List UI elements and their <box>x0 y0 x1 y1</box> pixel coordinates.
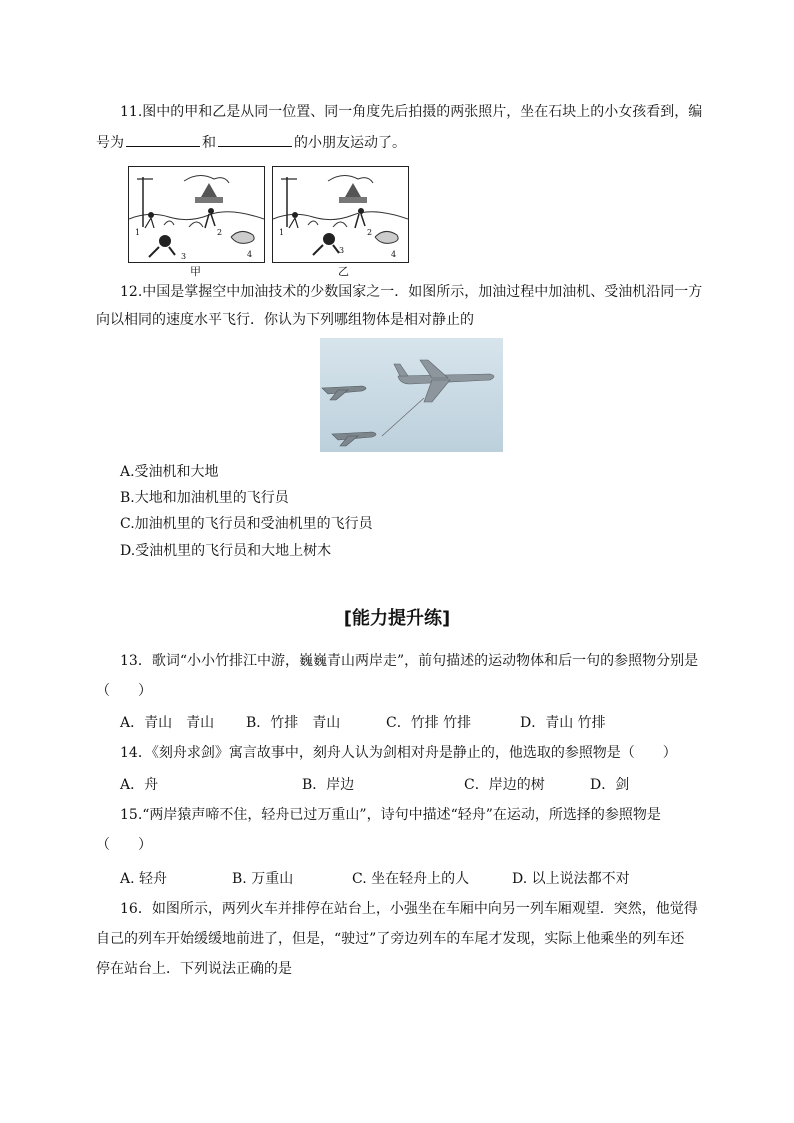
q16-line3: 停在站台上．下列说法正确的是 <box>96 961 292 977</box>
q12-option-a: A.受油机和大地 <box>120 464 219 480</box>
q11-text-a: 号为 <box>96 135 124 151</box>
photo-yi-num-1: 1 <box>279 228 285 237</box>
q12-line2: 向以相同的速度水平飞行．你认为下列哪组物体是相对静止的 <box>96 312 474 328</box>
q15-option-a: A. 轻舟 <box>120 871 168 887</box>
q12-option-c: C.加油机里的飞行员和受油机里的飞行员 <box>120 516 373 532</box>
photo-yi-label: 乙 <box>338 265 349 278</box>
q11-line1: 11.图中的甲和乙是从同一位置、同一角度先后拍摄的两张照片，坐在石块上的小女孩看到，编 <box>120 104 703 120</box>
q11-text-c: 的小朋友运动了。 <box>294 135 406 151</box>
photo-jia <box>128 166 265 263</box>
refueling-planes-photo <box>320 338 503 452</box>
photo-jia-drawing <box>129 167 264 262</box>
q14-option-b: B．岸边 <box>302 777 355 793</box>
q12-option-d: D.受油机里的飞行员和大地上树木 <box>120 543 332 559</box>
q15-option-b: B. 万重山 <box>232 871 294 887</box>
q15-option-c: C. 坐在轻舟上的人 <box>352 871 470 887</box>
photo-jia-num-1: 1 <box>135 228 141 237</box>
section-title: [能力提升练] <box>343 608 451 629</box>
photo-yi-num-3: 3 <box>339 246 345 255</box>
q11-line2 <box>96 132 706 153</box>
q14-option-d: D．剑 <box>590 777 630 793</box>
q12-line1: 12.中国是掌握空中加油技术的少数国家之一．如图所示，加油过程中加油机、受油机沿同一方 <box>120 284 703 300</box>
photo-yi <box>272 166 409 263</box>
photo-yi-num-4: 4 <box>391 250 397 259</box>
q11-blank-1 <box>126 132 200 147</box>
photo-jia-label: 甲 <box>190 265 201 278</box>
q14-option-a: A．舟 <box>120 777 159 793</box>
q15-line2: （ ） <box>96 837 152 853</box>
q14-line1: 14．《刻舟求剑》寓言故事中，刻舟人认为剑相对舟是静止的，他选取的参照物是（ ） <box>120 745 677 761</box>
q14-option-c: C．岸边的树 <box>464 777 545 793</box>
q11-text-b: 和 <box>202 135 216 151</box>
q13-option-a: A．青山 青山 <box>120 715 215 731</box>
q13-option-d: D．青山 竹排 <box>520 715 606 731</box>
q13-line2: （ ） <box>96 683 152 699</box>
q13-option-b: B．竹排 青山 <box>246 715 341 731</box>
photo-yi-drawing <box>273 167 408 262</box>
q11-blank-2 <box>218 132 292 147</box>
q16-line2: 自己的列车开始缓缓地前进了，但是，“驶过”了旁边列车的车尾才发现，实际上他乘坐的列车还 <box>96 931 685 947</box>
photo-yi-num-2: 2 <box>367 228 373 237</box>
photo-jia-num-3: 3 <box>181 252 187 261</box>
q15-line1: 15.“两岸猿声啼不住，轻舟已过万重山”，诗句中描述“轻舟”在运动，所选择的参照物是 <box>120 807 661 823</box>
photo-jia-num-4: 4 <box>247 250 253 259</box>
photo-jia-num-2: 2 <box>217 228 223 237</box>
q13-option-c: C．竹排 竹排 <box>386 715 472 731</box>
q13-line1: 13．歌词“小小竹排江中游，巍巍青山两岸走”，前句描述的运动物体和后一句的参照物分别是 <box>120 653 699 669</box>
q16-line1: 16．如图所示，两列火车并排停在站台上，小强坐在车厢中向另一列车厢观望．突然，他觉得 <box>120 901 698 917</box>
q15-option-d: D. 以上说法都不对 <box>512 871 630 887</box>
q12-option-b: B.大地和加油机里的飞行员 <box>120 490 289 506</box>
